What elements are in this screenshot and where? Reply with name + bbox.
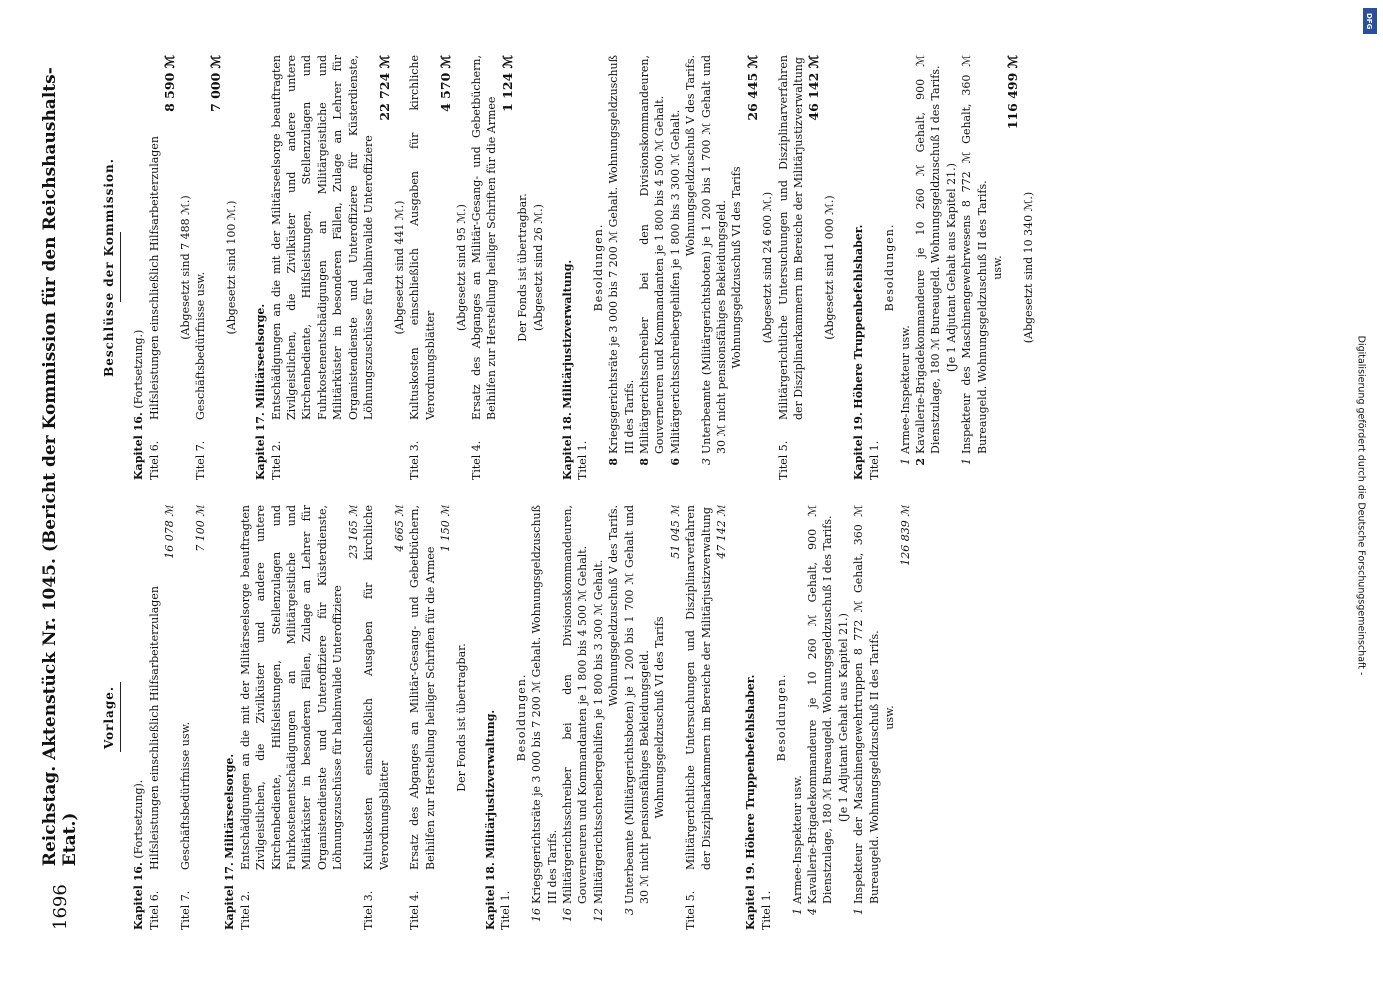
total: 51 045 ℳ — [668, 505, 682, 559]
note: Wohnungsgeldzuschuß VI des Tarifs — [653, 616, 667, 819]
kapitel-head: Kapitel 17. — [223, 862, 237, 930]
position: 1 Armee-Inspekteur usw. — [898, 325, 912, 465]
note: Wohnungsgeldzuschuß VI des Tarifs — [730, 166, 744, 369]
position: 8 Kriegsgerichtsräte je 3 000 bis 7 200 ℳ Gehalt. Wohnungsgeldzuschuß III des Tarifs. — [607, 55, 636, 466]
deduction-note: (Abgesetzt sind 95 ℳ.) — [454, 204, 468, 331]
note: (Je 1 Adjutant Gehalt aus Kapitel 21.) — [836, 613, 850, 822]
kapitel-17 — [222, 505, 469, 930]
amount: 22 724 ℳ — [376, 55, 392, 121]
titel-2: Titel 2. Entschädigungen an die mit der Militärseelsorge beauftragten Zivilgeistlichen, die Zivilküster und andere untere Kirchenbediente, Hilfsleistungen, Stellenzulagen und Fuhrkostenentschädigungen an Militärgeistliche und Militärküster in besonderen Fällen, Zulage an Lehrer für Organistendienste und Unteroffiziere für Küsterdienste, Löhnungszuschüsse für halbinvalide Unteroffiziere — [269, 55, 376, 480]
amount: 4 665 ℳ — [392, 505, 406, 552]
amount: 46 142 ℳ — [806, 55, 822, 121]
amount: 47 142 ℳ — [715, 505, 729, 559]
position: 6 Militärgerichtsschreibergehilfen je 1 800 bis 3 300 ℳ Gehalt. — [668, 109, 682, 466]
position: 1 Inspekteur der Maschinengewehrtruppen 8 772 ℳ Gehalt, 360 ℳ Bureaugeld. Wohnungsgeldzuschuß II des Tarifs. — [852, 505, 881, 915]
position: 3 Unterbeamte (Militärgerichtsboten) je 1 200 bis 1 700 ℳ Gehalt und 30 ℳ nicht pensionsfähiges Bekleidungsgeld. — [622, 505, 651, 915]
kapitel-name: Militärjustizverwaltung. — [560, 259, 574, 409]
note: usw. — [883, 705, 897, 730]
kapitel-name: Militärjustizverwaltung. — [483, 709, 497, 859]
brace-note: Wohnungsgeldzuschuß V des Tarifs. — [607, 505, 621, 707]
subheading: Besoldungen. — [514, 673, 528, 762]
position: 1 Inspekteur des Maschinengewehrwesens 8 772 ℳ Gehalt, 360 ℳ Bureaugeld. Wohnungsgeldzuschuß II des Tarifs. — [960, 55, 989, 465]
kapitel-19 — [851, 55, 1036, 480]
note: (Je 1 Adjutant Gehalt aus Kapitel 21.) — [944, 163, 958, 372]
kapitel-17 — [253, 55, 546, 480]
amount: 7 100 ℳ — [194, 505, 208, 552]
page-title: Reichstag. Aktenstück Nr. 1045. (Bericht der Kommission für den Reichshaushalts-Etat.) — [40, 67, 80, 867]
titel-5: Titel 5. Militärgerichtliche Untersuchungen und Disziplinarverfahren der Disziplinarkammern im Bereiche der Militärjustizverwaltung — [776, 55, 806, 480]
titel-3: Titel 3. Kultuskosten einschließlich Ausgaben für kirchliche Verordnungsblätter — [362, 505, 391, 930]
column-heading: Beschlüsse der Kommission. — [102, 55, 121, 480]
kapitel-head: Kapitel 16. — [132, 412, 146, 480]
kapitel-head: Kapitel 17. — [254, 412, 268, 480]
titel-4: Titel 4. Ersatz des Abganges an Militär-Gesang- und Gebetbüchern, Beihilfen zur Herstellung heiliger Schriften für die Armee — [469, 55, 499, 480]
column-heading: Vorlage. — [102, 505, 121, 930]
kapitel-16 — [131, 55, 239, 480]
titel-6: Titel 6. Hilfsleistungen einschließlich Hilfsarbeiterzulagen — [147, 136, 161, 480]
titel-1: Titel 1. — [499, 890, 513, 930]
deduction-note: (Abgesetzt sind 7 488 ℳ.) — [178, 195, 192, 340]
deduction-note: (Abgesetzt sind 24 600 ℳ.) — [761, 191, 775, 344]
position: 1 Armee-Inspekteur usw. — [790, 775, 804, 915]
kapitel-19 — [743, 505, 912, 930]
position: 2 Kavallerie-Brigadekommandeure je 10 260 ℳ Gehalt, 900 ℳ Dienstzulage, 180 ℳ Bureaugeld. Wohnungsgeldzuschuß I des Tarifs. — [913, 55, 943, 466]
position: 12 Militärgerichtsschreibergehilfen je 1 800 bis 3 300 ℳ Gehalt. — [591, 559, 605, 922]
amount: 1 124 ℳ — [499, 55, 515, 112]
deduction-note: (Abgesetzt sind 441 ℳ.) — [392, 200, 406, 335]
titel-7: Titel 7. Geschäftsbedürfnisse usw. — [194, 271, 208, 480]
titel-7: Titel 7. Geschäftsbedürfnisse usw. — [178, 721, 192, 930]
titel-5: Titel 5. Militärgerichtliche Untersuchungen und Disziplinarverfahren der Disziplinarkammern im Bereiche der Militärjustizverwaltung — [684, 505, 713, 930]
page-header — [40, 50, 80, 930]
subheading: Besoldungen. — [775, 673, 789, 762]
total: 126 839 ℳ — [898, 505, 912, 566]
kapitel-name: Höhere Truppenbefehlshaber. — [852, 224, 866, 409]
amount: 4 570 ℳ — [438, 55, 454, 112]
note: usw. — [990, 255, 1004, 280]
column-beschluesse — [100, 55, 1280, 480]
amount: 16 078 ℳ — [163, 505, 177, 559]
kapitel-16 — [131, 505, 208, 930]
position: 16 Militärgerichtsschreiber bei den Divisionskommandeuren, Gouverneuren und Kommandanten je 1 800 bis 4 500 ℳ Gehalt. — [560, 505, 590, 922]
credit-text: Digitalisierung gefördert durch die Deutsche Forschungsgemeinschaft - — [1355, 335, 1367, 676]
kapitel-18 — [560, 55, 837, 480]
amount: 23 165 ℳ — [346, 505, 360, 559]
column-vorlage — [100, 505, 1280, 930]
continuation: (Fortsetzung.) — [132, 329, 146, 409]
titel-6: Titel 6. Hilfsleistungen einschließlich Hilfsarbeiterzulagen — [147, 586, 161, 930]
note: Der Fonds ist übertragbar. — [516, 193, 530, 342]
position: 3 Unterbeamte (Militärgerichtsboten) je 1 200 bis 1 700 ℳ Gehalt und 30 ℳ nicht pensionsfähiges Bekleidungsgeld. — [699, 55, 729, 465]
titel-2: Titel 2. Entschädigungen an die mit der Militärseelsorge beauftragten Zivilgeistlichen, die Zivilküster und andere untere Kirchenbediente, Hilfsleistungen, Stellenzulagen und Fuhrkostenentschädigungen an Militärgeistliche und Militärküster in besonderen Fällen, Zulage an Lehrer für Organistendienste und Unteroffiziere für Küsterdienste, Löhnungszuschüsse für halbinvalide Unteroffiziere — [238, 505, 345, 930]
continuation: (Fortsetzung). — [132, 779, 146, 859]
subheading: Besoldungen. — [591, 223, 605, 312]
side-credit — [1355, 0, 1375, 1000]
titel-3: Titel 3. Kultuskosten einschließlich Ausgaben für kirchliche Verordnungsblätter — [408, 55, 437, 480]
amount: 7 000 ℳ — [208, 55, 224, 112]
position: 4 Kavallerie-Brigadekommandeure je 10 260 ℳ Gehalt, 900 ℳ Dienstzulage, 180 ℳ Bureaugeld. Wohnungsgeldzuschuß I des Tarifs. — [806, 505, 835, 915]
total: 26 445 ℳ — [744, 55, 760, 121]
deduction-note: (Abgesetzt sind 26 ℳ.) — [531, 204, 545, 331]
kapitel-name: Militärseelsorge. — [223, 753, 237, 859]
position: 8 Militärgerichtsschreiber bei den Divisionskommandeuren, Gouverneuren und Kommandanten je 1 800 bis 4 500 ℳ Gehalt. — [638, 55, 667, 466]
titel-1: Titel 1. — [576, 440, 590, 480]
titel-1: Titel 1. — [867, 440, 881, 480]
deduction-note: (Abgesetzt sind 10 340 ℳ.) — [1021, 191, 1035, 344]
titel-1: Titel 1. — [759, 890, 773, 930]
amount: 8 590 ℳ — [162, 55, 178, 112]
dfg-logo — [1363, 8, 1377, 34]
page-number: 1696 — [49, 884, 71, 930]
note: Der Fonds ist übertragbar. — [454, 643, 468, 792]
deduction-note: (Abgesetzt sind 1 000 ℳ.) — [822, 195, 836, 340]
kapitel-name: Höhere Truppenbefehlshaber. — [744, 674, 758, 859]
kapitel-head: Kapitel 19. — [744, 862, 758, 930]
kapitel-head: Kapitel 18. — [483, 862, 497, 930]
kapitel-head: Kapitel 16. — [132, 862, 146, 930]
subheading: Besoldungen. — [883, 223, 897, 312]
kapitel-18 — [483, 505, 730, 930]
kapitel-name: Militärseelsorge. — [254, 303, 268, 409]
titel-4: Titel 4. Ersatz des Abganges an Militär-Gesang- und Gebetbüchern, Beihilfen zur Herstellung heiliger Schriften für die Armee — [408, 505, 437, 930]
kapitel-head: Kapitel 19. — [852, 412, 866, 480]
amount: 1 150 ℳ — [439, 505, 453, 552]
total: 116 499 ℳ — [1005, 55, 1021, 130]
position: 16 Kriegsgerichtsräte je 3 000 bis 7 200 ℳ Gehalt. Wohnungsgeldzuschuß III des Tarifs. — [530, 505, 559, 922]
brace-note: Wohnungsgeldzuschuß V des Tarifs. — [684, 55, 698, 257]
deduction-note: (Abgesetzt sind 100 ℳ.) — [224, 200, 238, 335]
dfg-logo-text: DFG — [1365, 13, 1373, 30]
kapitel-head: Kapitel 18. — [560, 412, 574, 480]
